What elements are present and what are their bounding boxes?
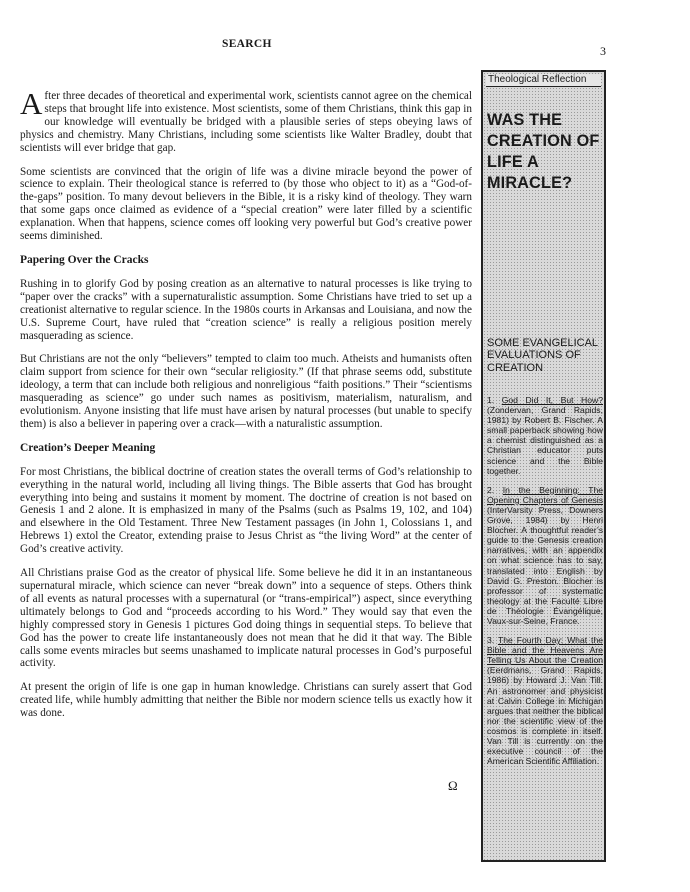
paragraph-7: At present the origin of life is one gap in human knowledge. Christians can surely assert that God created life, while humbly admitting that neither the Bible nor modern science tells us exactly how it was done. (20, 681, 472, 720)
drop-cap: A (20, 86, 43, 121)
paragraph-4: But Christians are not the only “believers” tempted to claim too much. Atheists and humanists often claim support from science for their own “secular religiosity.” (If that phrase seems odd, substitute ideology, a term that can include both religious and nonreligious “faith positions.” Their “scientisms masquerading as science” go under such names as positivism, materialism, naturalism, and evolutionism. Anyone insisting that life must have arisen by natural processes (but unable to specify them) is also a believer in papering over a crack—with a naturalistic assumption. (20, 353, 472, 430)
page-number: 3 (600, 44, 606, 58)
section-heading-creation: Creation’s Deeper Meaning (20, 441, 156, 454)
entry-details: (InterVarsity Press, Downers Grove, 1984) by Henri Blocher. A thoughtful reader’s guide to the Genesis creation narratives, with an appendix on what science has to say, translated into English by David G. Preston. Blocher is professor of systematic theology at the Faculté Libre de Théologie Évangélique, Vaux-sur-Seine, France. (487, 504, 603, 626)
sidebar-title: WAS THE CREATION OF LIFE A MIRACLE? (487, 111, 600, 192)
paragraph-5: For most Christians, the biblical doctrine of creation states the overall terms of God’s relationship to everything in the natural world, including all living things. The Bible asserts that God has brought everything into being and sustains it moment by moment. The doctrine of creation is not based on Genesis 1 and 2 alone. It is emphasized in many of the Psalms (such as Psalms 19, 102, and 104) and elsewhere in the Old Testament. Three New Testament passages (in John 1, Colossians 1, and Hebrews 1) extol the Creator, extending praise to Jesus Christ as “the living Word” at the center of God’s creative activity. (20, 465, 472, 556)
entry-title: God Did It, But How? (501, 395, 603, 405)
end-mark: Ω (448, 778, 458, 793)
intro-paragraph (20, 86, 472, 155)
entry-number: 3. (487, 635, 495, 646)
reading-list-item (487, 485, 603, 626)
entry-number: 1. (487, 395, 495, 405)
reading-list-item (487, 395, 603, 476)
sidebar-label: Theological Reflection (486, 74, 601, 87)
reading-list-item (487, 635, 603, 766)
entry-number: 2. (487, 484, 495, 495)
article-body (20, 86, 472, 731)
entry-title: The Fourth Day: What the Bible and the Heavens Are Telling Us About the Creation (487, 635, 603, 666)
entry-title: In the Beginning: The Opening Chapters of Genesis (487, 484, 604, 505)
running-head: SEARCH (222, 38, 272, 50)
paragraph-6: All Christians praise God as the creator of physical life. Some believe he did it in an instantaneous supernatural miracle, which science can never “break down” into a sequence of steps. Others think of all events as natural processes with a supernatural (or “trans-empirical”) aspect, since everything ultimately belongs to God and “proceeds according to his Word.” They would say that even the highly compressed story in Genesis 1 pictures God doing things in sequential steps. To believe that God has the power to create life instantaneously does not mean that he did it that way. The Bible calls some events miracles but seems unashamed to implicate natural processes in God’s purposeful activity. (20, 567, 472, 670)
paragraph-2: Some scientists are convinced that the origin of life was a divine miracle beyond the power of science to explain. Their theological stance is referred to (by those who object to it) as a “God-of-the-gaps” position. To many devout believers in the Bible, it is a risky kind of theology. They warn that some gaps once claimed as evidence of a “special creation” were later filled by a scientific explanation. When that happens, science comes off looking very powerful but God’s creative power seems diminished. (20, 165, 472, 243)
sidebar-box (481, 70, 606, 862)
intro-text: fter three decades of theoretical and experimental work, scientists cannot agree on the chemical steps that brought life into existence. Most scientists, some of them Christians, think this gap in our knowledge will eventually be bridged with a plausible series of steps obeying laws of physics and chemistry. Many Christians, including some scientists like Walter Bradley, doubt that scientists will ever bridge that gap. (20, 90, 472, 154)
section-heading-papering: Papering Over the Cracks (20, 253, 149, 266)
entry-details: (Eerdmans, Grand Rapids, 1986) by Howard J. Van Till. An astronomer and physicist at Calvin College in Michigan argues that neither the biblical nor the scientific view of the cosmos is complete in itself. Van Till is currently on the executive council of the American Scientific Affiliation. (487, 665, 603, 767)
paragraph-3: Rushing in to glorify God by posing creation as an alternative to natural processes is like trying to “paper over the cracks” with a supernaturalistic assumption. Some Christians have tried to set up a creationist alternative to regular science. In the 1980s courts in Arkansas and Louisiana, and now the U.S. Supreme Court, have ruled that “creation science” is really a religious position merely masquerading as science. (20, 277, 472, 342)
entry-details: (Zondervan, Grand Rapids, 1981) by Robert B. Fischer. A small paperback showing how a chemist distinguished as a Christian educator puts science and the Bible together. (487, 405, 603, 476)
reading-list (487, 395, 603, 775)
sidebar-subhead: SOME EVANGELICAL EVALUATIONS OF CREATION (487, 337, 598, 374)
